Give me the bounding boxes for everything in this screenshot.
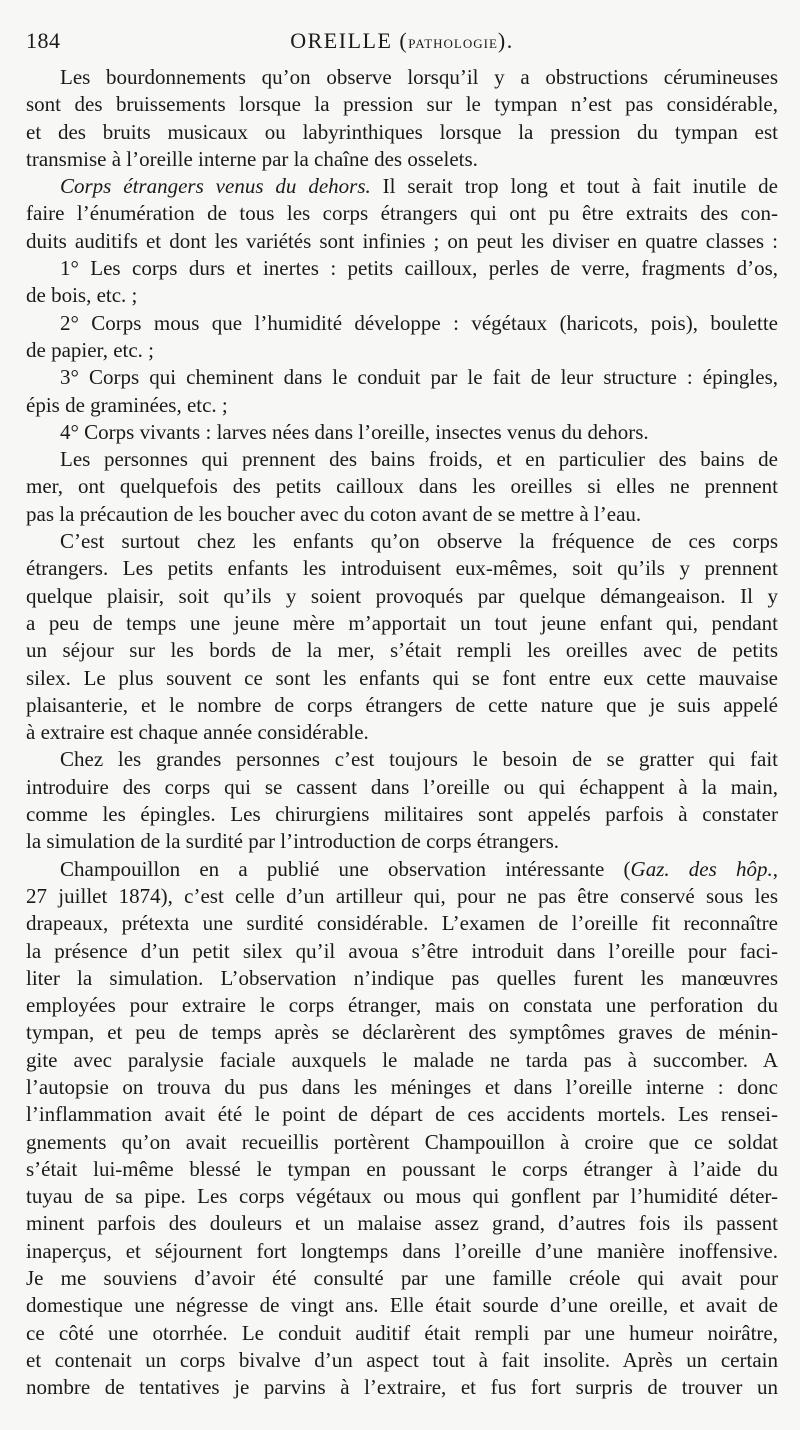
list-item-4: 4° Corps vivants : larves nées dans l’oreille, insectes venus du dehors.: [60, 419, 649, 444]
text-line: comme les épingles. Les chirurgiens militaires sont appelés parfois à constater: [26, 802, 778, 827]
text-line: s’était lui-même blessé le tympan en poussant le corps étranger à l’aide du: [26, 1156, 778, 1181]
list-item-1: 1° Les corps durs et inertes : petits cailloux, perles de verre, fragments d’os,: [60, 256, 778, 281]
running-title-end: ).: [497, 28, 514, 53]
text-fragment: Il serait trop long et tout à fait inutile de: [382, 174, 778, 199]
text-line: Chez les grandes personnes c’est toujours le besoin de se gratter qui fait: [60, 747, 778, 772]
running-title-smallcaps: pathologie: [408, 32, 498, 52]
italic-heading: Corps étrangers venus du dehors.: [60, 174, 371, 199]
text-fragment: ,: [772, 856, 778, 881]
text-line: minent parfois des douleurs et un malaise assez grand, d’autres fois ils passent: [26, 1211, 778, 1236]
text-line: et des bruits musicaux ou labyrinthiques lorsque la pression du tympan est: [26, 119, 778, 144]
text-line-with-citation: [26, 856, 778, 883]
text-line: l’autopsie on trouva du pus dans les méninges et dans l’oreille interne : donc: [26, 1074, 778, 1099]
text-line: quelque plaisir, soit qu’ils y soient provoqués par quelque démangeaison. Il y: [26, 583, 778, 608]
text-line: pas la précaution de les boucher avec du coton avant de se mettre à l’eau.: [26, 501, 642, 526]
text-line: gite avec paralysie faciale auxquels le malade ne tarda pas à succomber. A: [26, 1047, 778, 1072]
text-line: à extraire est chaque année considérable.: [26, 720, 369, 745]
list-item-2: 2° Corps mous que l’humidité développe : végétaux (haricots, pois), boulette: [60, 310, 778, 335]
text-line: duits auditifs et dont les variétés sont infinies ; on peut les diviser en quatre classes :: [26, 228, 778, 253]
text-line: domestique une négresse de vingt ans. Elle était sourde d’une oreille, et avait de: [26, 1293, 778, 1318]
text-line: a peu de temps une jeune mère m’apportait un tout jeune enfant qui, pendant: [26, 610, 778, 635]
text-line: drapeaux, prétexta une surdité considérable. L’examen de l’oreille fit reconnaître: [26, 911, 778, 936]
text-line: mer, ont quelquefois des petits cailloux dans les oreilles si elles ne prennent: [26, 474, 778, 499]
text-line: transmise à l’oreille interne par la chaîne des osselets.: [26, 146, 478, 171]
text-line: la simulation de la surdité par l’introduction de corps étrangers.: [26, 829, 560, 854]
text-line: Les bourdonnements qu’on observe lorsqu’il y a obstructions cérumineuses: [60, 65, 778, 89]
text-line: gnements qu’on avait recueillis portèrent Champouillon à croire que ce soldat: [26, 1129, 778, 1154]
text-line: introduire des corps qui se cassent dans l’oreille ou qui échappent à la main,: [26, 774, 778, 799]
body-text: [26, 64, 778, 1402]
text-line: étrangers. Les petits enfants les introduisent eux-mêmes, soit qu’ils y prennent: [26, 556, 778, 581]
text-line: et contenait un corps bivalve d’un aspect tout à fait insolite. Après un certain: [26, 1347, 778, 1372]
text-line: ce côté une otorrhée. Le conduit auditif était rempli par une humeur noirâtre,: [26, 1320, 778, 1345]
running-title: [26, 28, 778, 54]
text-line: épis de graminées, etc. ;: [26, 392, 228, 417]
text-line: tympan, et peu de temps après se déclarèrent des symptômes graves de ménin-: [26, 1020, 778, 1045]
text-line: l’inflammation avait été le point de départ de ces accidents mortels. Les rensei-: [26, 1102, 778, 1127]
text-line: tuyau de sa pipe. Les corps végétaux ou mous qui gonflent par l’humidité déter-: [26, 1184, 778, 1209]
running-title-main: OREILLE (: [290, 28, 409, 53]
text-line: 27 juillet 1874), c’est celle d’un artilleur qui, pour ne pas être conservé sous les: [26, 883, 778, 908]
text-line: employées pour extraire le corps étranger, mais on constata une perforation du: [26, 993, 778, 1018]
text-line: nombre de tentatives je parvins à l’extraire, et fus fort surpris de trouver un: [26, 1375, 778, 1400]
page-header: [26, 28, 778, 60]
text-line: Je me souviens d’avoir été consulté par une famille créole qui avait pour: [26, 1266, 778, 1291]
text-line: la présence d’un petit silex qu’il avoua s’être introduit dans l’oreille pour faci-: [26, 938, 778, 963]
text-line: silex. Le plus souvent ce sont les enfants qui se font entre eux cette mauvaise: [26, 665, 778, 690]
text-line: plaisanterie, et le nombre de corps étrangers de cette nature que je suis appelé: [26, 692, 778, 717]
document-page: [26, 0, 778, 1430]
text-line: un séjour sur les bords de la mer, s’était rempli les oreilles avec de petits: [26, 638, 778, 663]
text-fragment: Champouillon en a publié une observation intéressante (: [60, 856, 631, 881]
text-line: C’est surtout chez les enfants qu’on observe la fréquence de ces corps: [60, 529, 778, 554]
text-line: de papier, etc. ;: [26, 337, 155, 362]
text-line: sont des bruissements lorsque la pression sur le tympan n’est pas considérable,: [26, 92, 778, 117]
text-line-with-heading: [26, 173, 778, 200]
text-line: inaperçus, et séjournent fort longtemps dans l’oreille d’une manière inoffensive.: [26, 1238, 778, 1263]
text-line: liter la simulation. L’observation n’indique pas quelles furent les manœuvres: [26, 965, 778, 990]
citation-italic: Gaz. des hôp.: [630, 856, 773, 881]
text-line: de bois, etc. ;: [26, 283, 138, 308]
list-item-3: 3° Corps qui cheminent dans le conduit par le fait de leur structure : épingles,: [60, 365, 778, 390]
page-number: 184: [26, 28, 61, 53]
text-line: Les personnes qui prennent des bains froids, et en particulier des bains de: [60, 447, 778, 472]
text-line: faire l’énumération de tous les corps étrangers qui ont pu être extraits des con-: [26, 201, 778, 226]
